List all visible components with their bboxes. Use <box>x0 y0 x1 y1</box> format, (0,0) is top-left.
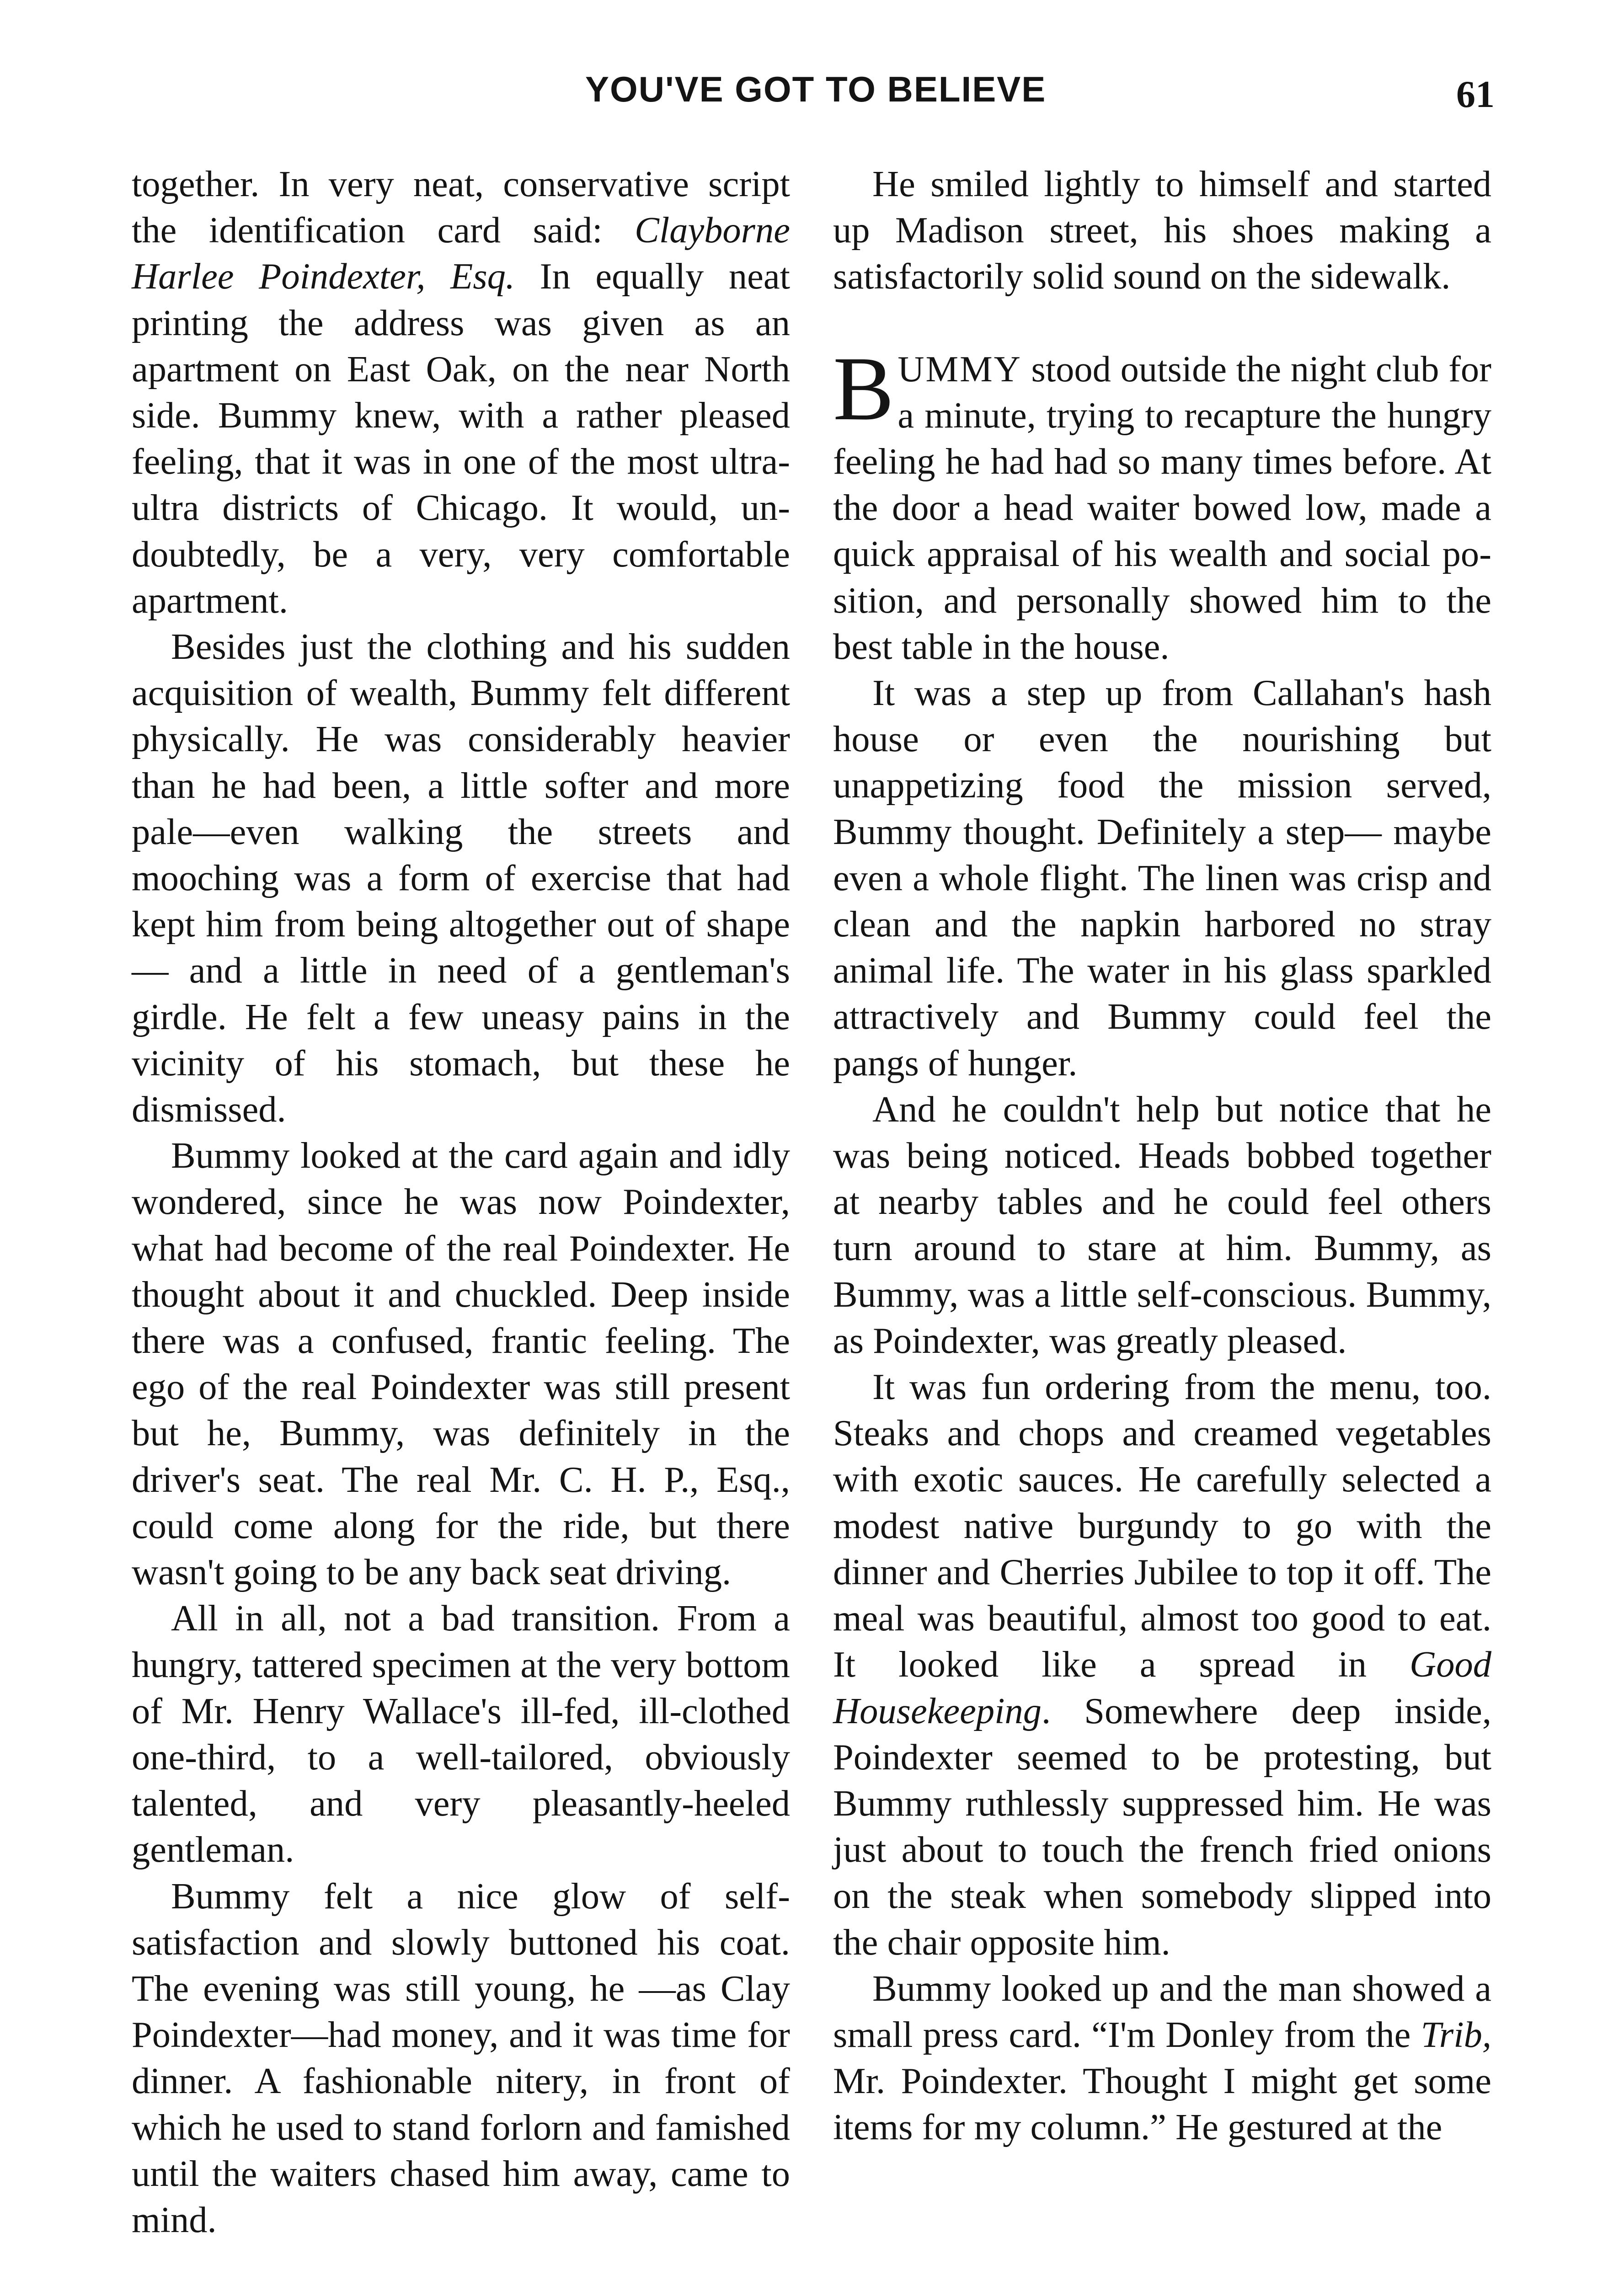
text-run: stood outside the night club for a minute, trying to recapture the hungry feeling he had had so many times before. At the door a head waiter bowed low, made a quick appraisal of his wealth and social position, and personally showed him to the best table in the house. <box>833 348 1491 667</box>
page-number: 61 <box>1456 73 1495 116</box>
left-text-column <box>132 161 790 2243</box>
italic-title: Trib, <box>1421 2014 1491 2055</box>
text-run: . Somewhere deep inside, Poindexter seemed to be protesting, but Bummy ruthlessly suppressed him. He was just about to touch the french fried onions on the steak when somebody slipped into the chair opposite him. <box>833 1690 1491 1963</box>
paragraph: Bummy looked at the card again and idly wondered, since he was now Poindexter, what had become of the real Poindexter. He thought about it and chuckled. Deep inside there was a confused, frantic feeling. The ego of the real Poindexter was still present but he, Bummy, was definitely in the driver's seat. The real Mr. C. H. P., Esq., could come along for the ride, but there wasn't going to be any back seat driving. <box>132 1135 790 1593</box>
paragraph <box>833 1966 1491 2151</box>
section-start-paragraph <box>833 338 1491 670</box>
italic-name: Clayborne Harlee Poindexter, Esq. <box>132 210 790 297</box>
running-title: YOU'VE GOT TO BELIEVE <box>585 69 1047 109</box>
paragraph: Bummy felt a nice glow of self-satisfaction and slowly buttoned his coat. The evening was still young, he —as Clay Poindexter—had money, and it was time for dinner. A fashionable nitery, in front of which he used to stand forlorn and famished until the waiters chased him away, came to mind. <box>132 1875 790 2240</box>
paragraph <box>833 1364 1491 1966</box>
text-run: Bummy looked up and the man showed a small press card. “I'm Donley from the <box>833 1968 1491 2055</box>
paragraph: It was a step up from Callahan's hash house or even the nourishing but unappetizing food the mission served, Bummy thought. Definitely a step— maybe even a whole flight. The linen was crisp and clean and the napkin harbored no stray animal life. The water in his glass sparkled attractively and Bummy could feel the pangs of hunger. <box>833 673 1491 1084</box>
text-run: In equally neat printing the address was given as an apartment on East Oak, on the near North side. Bummy knew, with a rather pleased feeling, that it was in one of the most ultra-ultra districts of Chicago. It would, undoubtedly, be a very, very comfortable apartment. <box>132 256 790 621</box>
italic-title: Good Housekeeping <box>833 1644 1491 1731</box>
text-run: together. In very neat, conservative script the identification card said: <box>132 164 790 251</box>
paragraph: All in all, not a bad transition. From a hungry, tattered specimen at the very bottom of Mr. Henry Wallace's ill-fed, ill-clothed one-third, to a well-tailored, obviously talented, and very pleasantly-heeled gentleman. <box>132 1598 790 1870</box>
right-text-column <box>833 161 1491 2151</box>
paragraph <box>132 161 790 624</box>
running-header <box>0 69 1624 123</box>
paragraph: He smiled lightly to himself and started up Madison street, his shoes making a satisfactorily solid sound on the sidewalk. <box>833 164 1491 297</box>
drop-cap: B <box>833 338 894 439</box>
text-run: It was fun ordering from the menu, too. Steaks and chops and creamed vegetables with exotic sauces. He carefully selected a modest native burgundy to go with the dinner and Cherries Jubilee to top it off. The meal was beautiful, almost too good to eat. It looked like a spread in <box>833 1367 1491 1685</box>
small-caps-lead: UMMY <box>897 348 1022 390</box>
text-run: Mr. Poindexter. Thought I might get some items for my column.” He gestured at the <box>833 2061 1491 2148</box>
paragraph: Besides just the clothing and his sudden acquisition of wealth, Bummy felt different physically. He was considerably heavier than he had been, a little softer and more pale—even walking the streets and mooching was a form of exercise that had kept him from being altogether out of shape— and a little in need of a gentleman's girdle. He felt a few uneasy pains in the vicinity of his stomach, but these he dismissed. <box>132 626 790 1130</box>
paragraph: And he couldn't help but notice that he was being noticed. Heads bobbed together at nearby tables and he could feel others turn around to stare at him. Bummy, as Bummy, was a little self-conscious. Bummy, as Poindexter, was greatly pleased. <box>833 1089 1491 1361</box>
